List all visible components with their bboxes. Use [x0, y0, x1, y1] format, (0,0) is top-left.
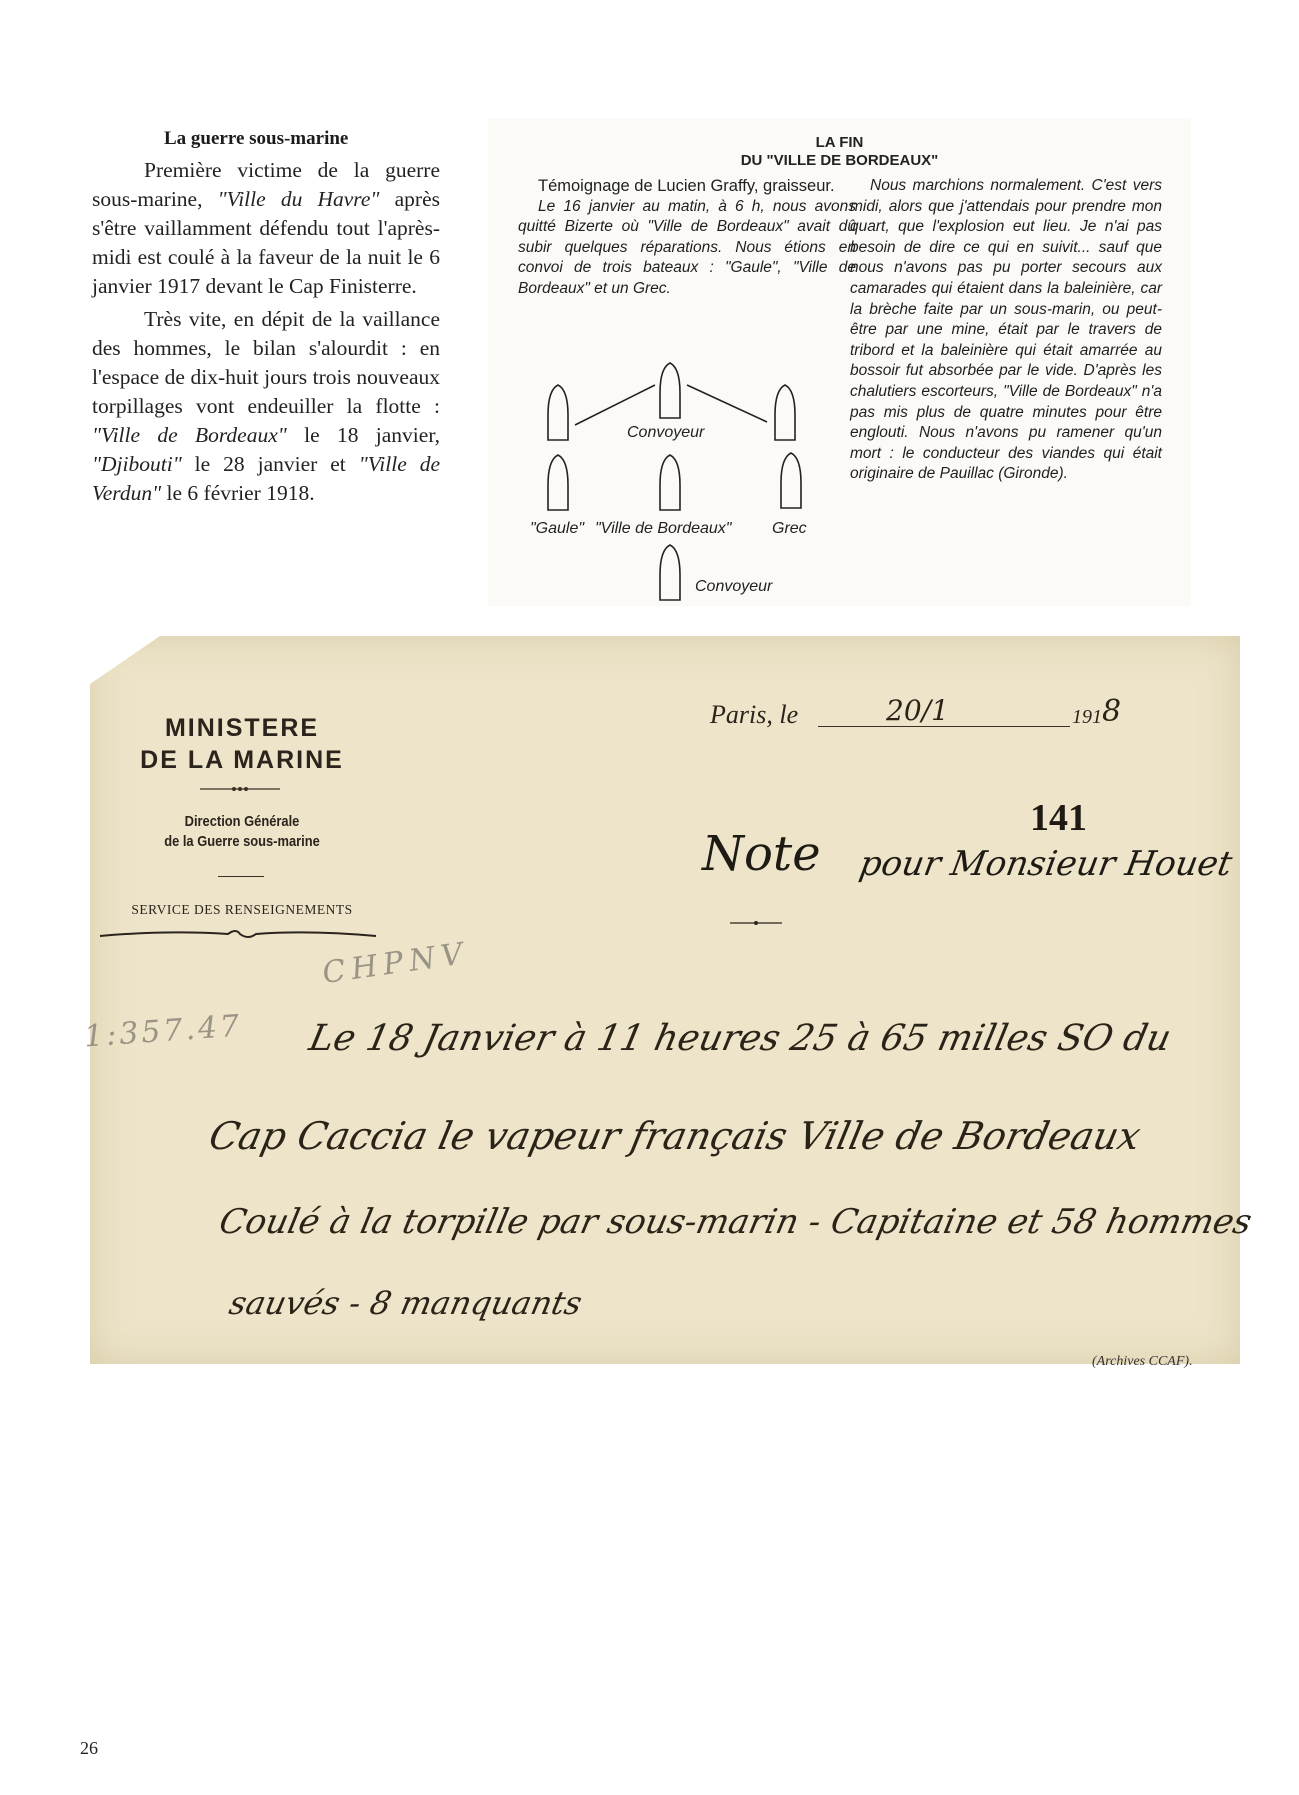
torn-corner: [90, 636, 160, 684]
letterhead-ministry: [102, 712, 382, 776]
label-ville-de-bordeaux: "Ville de Bordeaux": [595, 520, 732, 537]
boat-ville-de-bordeaux: [660, 455, 680, 510]
direction-line-2: de la Guerre sous-marine: [164, 833, 320, 850]
paragraph-1-text-a: Première victime de la guerre sous-marine,: [92, 158, 440, 211]
ship-name-ville-du-havre: "Ville du Havre": [217, 187, 380, 211]
handwritten-line-2: Cap Caccia le vapeur français Ville de Bordeaux: [205, 1114, 1145, 1158]
direction-line-1: Direction Générale: [184, 813, 300, 830]
testimony-intro: Témoignage de Lucien Graffy, graisseur.: [538, 177, 835, 195]
boat-grec: [781, 453, 801, 508]
left-column: [92, 128, 440, 508]
convoy-diagram: [515, 360, 845, 610]
letterhead-divider: [218, 876, 264, 877]
handwritten-line-3: Coulé à la torpille par sous-marin - Capitaine et 58 hommes: [215, 1202, 1256, 1242]
boat-escort-bottom: [660, 545, 680, 600]
section-heading: La guerre sous-marine: [164, 128, 349, 149]
handwritten-line-1: Le 18 Janvier à 11 heures 25 à 65 milles SO du: [305, 1018, 1175, 1059]
image-credit: (Archives CCAF).: [1092, 1354, 1193, 1369]
archival-letter: [82, 636, 1256, 1364]
pencil-annotation-margin: 1:357.47: [82, 1008, 244, 1055]
paragraph-2: [92, 305, 440, 508]
boat-escort-left: [548, 385, 568, 440]
box-title-line-2: DU "VILLE DE BORDEAUX": [740, 152, 939, 169]
label-gaule: "Gaule": [530, 520, 585, 537]
letterhead-line-1: MINISTERE: [164, 714, 320, 742]
paragraph-2-text-a: Très vite, en dépit de la vaillance des hommes, le bilan s'alourdit : en l'espace de dix-huit jours trois nouveaux torpillages vont endeuiller la flotte :: [92, 307, 440, 418]
formation-line-right: [687, 385, 767, 422]
letterhead-direction: [122, 812, 363, 852]
paragraph-1: [92, 156, 440, 301]
boat-escort-right: [775, 385, 795, 440]
box-column-1: [518, 176, 856, 300]
ship-name-ville-de-verdun: "Ville de Verdun": [92, 452, 440, 505]
document-number: 141: [1030, 797, 1087, 839]
paragraph-2-text-g: le 6 février 1918.: [161, 481, 315, 505]
box-column-2: [850, 176, 1162, 485]
testimony-text-1: Le 16 janvier au matin, à 6 h, nous avons quitté Bizerte où "Ville de Bordeaux" avait dû subir quelques réparations. Nous étions en convoi de trois bateaux : "Gaule", "Ville de Bordeaux" et un Grec.: [518, 197, 856, 297]
letterhead-service: SERVICE DES RENSEIGNEMENTS: [131, 902, 353, 917]
paragraph-2-text-c: le 18 janvier,: [286, 423, 440, 447]
ship-name-ville-de-bordeaux: "Ville de Bordeaux": [92, 423, 287, 447]
place-label: Paris, le: [710, 700, 799, 729]
boat-escort-top: [660, 363, 680, 418]
boat-gaule: [548, 455, 568, 510]
formation-line-left: [575, 385, 655, 425]
testimony-text-2: Nous marchions normalement. C'est vers midi, alors que j'attendais pour prendre mon quart, que l'explosion eut lieu. Je n'ai pas besoin de dire ce qui en suivit... sauf que nous n'avons pas pu porter secours aux camarades qui étaient dans la baleinière, car la brèche faite par un sous-marin, ou peut-être par une mine, était par le travers de tribord et la baleinière qui était amarrée au bossoir fut absorbée par le vide. D'après les chalutiers escorteurs, "Ville de Bordeaux" n'a pas mis plus de quatre minutes pour être englouti. Nous n'avons pu ramener qu'un mort : le conducteur des viandes qui était originaire de Pauillac (Gironde).: [850, 177, 1162, 483]
letterhead-ornament: [200, 784, 280, 794]
box-title-line-1: LA FIN: [815, 134, 864, 151]
letterhead-swash: [98, 926, 378, 946]
paragraph-2-text-e: le 28 janvier et: [181, 452, 359, 476]
label-convoyeur-top: Convoyeur: [627, 424, 705, 441]
letterhead-line-2: DE LA MARINE: [140, 746, 344, 774]
handwritten-date: 20/1: [886, 694, 949, 727]
paragraph-1-text-c: après s'être vaillamment défendu tout l'après-midi est coulé à la faveur de la nuit le 6 janvier 1917 devant le Cap Finisterre.: [92, 187, 440, 298]
note-addressee: pour Monsieur Houet: [856, 844, 1236, 884]
handwritten-year-digit: 8: [1102, 694, 1122, 729]
handwritten-line-4: sauvés - 8 manquants: [225, 1284, 586, 1322]
label-convoyeur-bottom: Convoyeur: [695, 578, 773, 595]
ship-name-djibouti: "Djibouti": [92, 452, 182, 476]
page-number: 26: [80, 1738, 98, 1758]
note-underline: [730, 918, 782, 928]
printed-year: 191: [1072, 706, 1102, 728]
convoy-shapes: [515, 360, 845, 610]
note-title: Note: [702, 826, 821, 882]
label-grec: Grec: [772, 520, 807, 537]
box-title: [488, 134, 1191, 170]
pencil-annotation-top: CHPNV: [320, 935, 471, 992]
